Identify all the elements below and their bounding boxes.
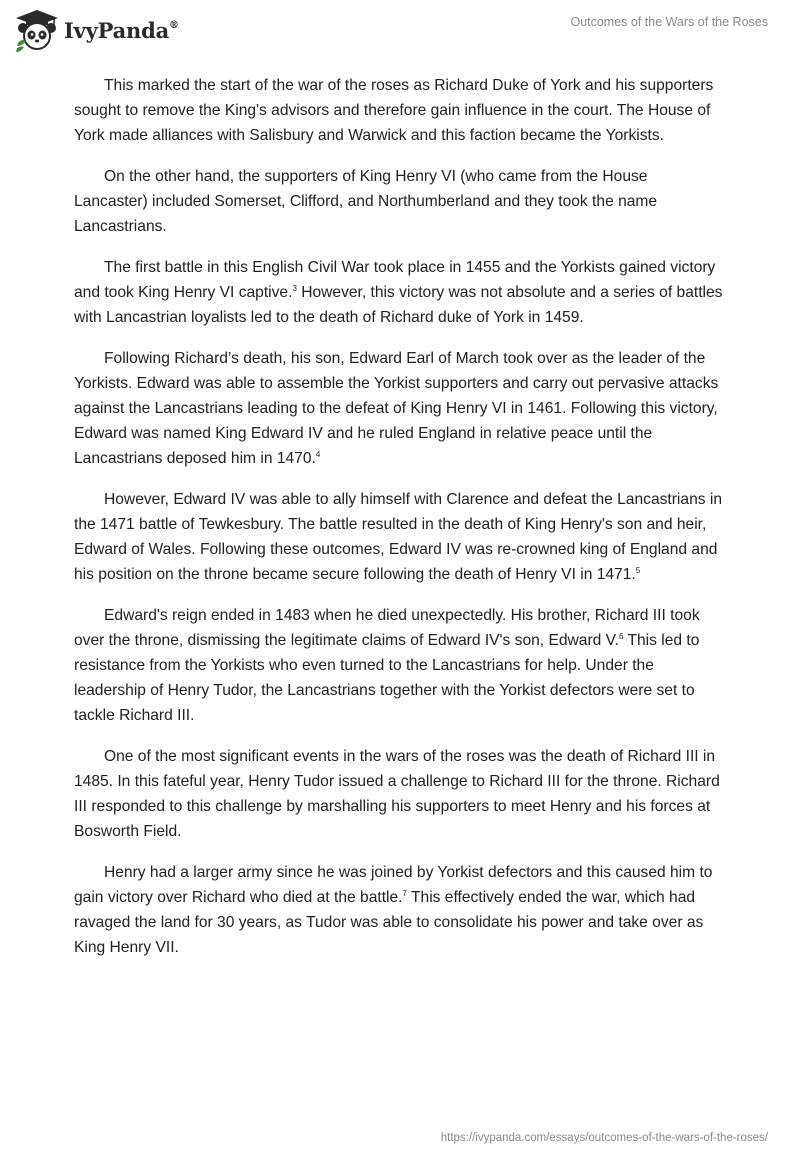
panda-graduation-cap-icon — [14, 8, 60, 52]
footnote-marker: 3 — [292, 284, 297, 293]
paragraph: The first battle in this English Civil War took place in 1455 and the Yorkists gained victory and took King Henry VI captive.$^3$ However, this victory was not absolute and a series of battles with Lancastrian loyalists led to the death of Richard duke of York in 1459. — [74, 259, 723, 326]
paragraph: This marked the start of the war of the roses as Richard Duke of York and his supporters sought to remove the King's advisors and therefore gain influence in the court. The House of York made alliances with Salisbury and Warwick and this faction became the Yorkists. — [74, 77, 714, 144]
footnote-marker: 7 — [402, 889, 407, 898]
essay-body — [74, 73, 724, 976]
footnote-marker: 5 — [635, 566, 641, 575]
ivypanda-logo[interactable] — [14, 8, 179, 52]
footnote-marker: 6 — [618, 632, 624, 641]
paragraph: However, Edward IV was able to ally himself with Clarence and defeat the Lancastrians in the 1471 battle of Tewkesbury. The battle resulted in the death of King Henry's son and heir, Edward of Wales. Following these outcomes, Edward IV was re-crowned king of England and his position on the throne became secure following the death of Henry VI in 1471.$^5$ — [74, 491, 723, 583]
document-title: Outcomes of the Wars of the Roses — [570, 15, 768, 29]
brand-name: IvyPanda® — [64, 17, 179, 43]
paragraph: On the other hand, the supporters of King Henry VI (who came from the House Lancaster) included Somerset, Clifford, and Northumberland and they took the name Lancastrians. — [74, 168, 658, 235]
source-url[interactable]: https://ivypanda.com/essays/outcomes-of-the-wars-of-the-roses/ — [440, 1132, 768, 1144]
paragraph: Following Richard’s death, his son, Edward Earl of March took over as the leader of the Yorkists. Edward was able to assemble the Yorkist supporters and carry out pervasive attacks against the Lancastrians leading to the defeat of King Henry VI in 1461. Following this victory, Edward was named King Edward IV and he ruled England in relative peace until the Lancastrians deposed him in 1470.$^4$ — [74, 350, 719, 467]
page-header — [0, 0, 800, 60]
paragraph: One of the most significant events in the wars of the roses was the death of Richard III in 1485. In this fateful year, Henry Tudor issued a challenge to Richard III for the throne. Richard III responded to this challenge by marshalling his supporters to meet Henry and his forces at Bosworth Field. — [74, 748, 720, 840]
registered-mark: ® — [169, 19, 179, 31]
footnote-marker: 4 — [315, 450, 321, 459]
paragraph: Edward's reign ended in 1483 when he died unexpectedly. His brother, Richard III took over the throne, dismissing the legitimate claims of Edward IV's son, Edward V.$^6$ This led to resistance from the Yorkists who even turned to the Lancastrians for help. Under the leadership of Henry Tudor, the Lancastrians together with the Yorkist defectors were set to tackle Richard III. — [74, 607, 700, 724]
paragraph: Henry had a larger army since he was joined by Yorkist defectors and this caused him to gain victory over Richard who died at the battle.$^7$ This effectively ended the war, which had ravaged the land for 30 years, as Tudor was able to consolidate his power and take over as King Henry VII. — [74, 864, 713, 956]
